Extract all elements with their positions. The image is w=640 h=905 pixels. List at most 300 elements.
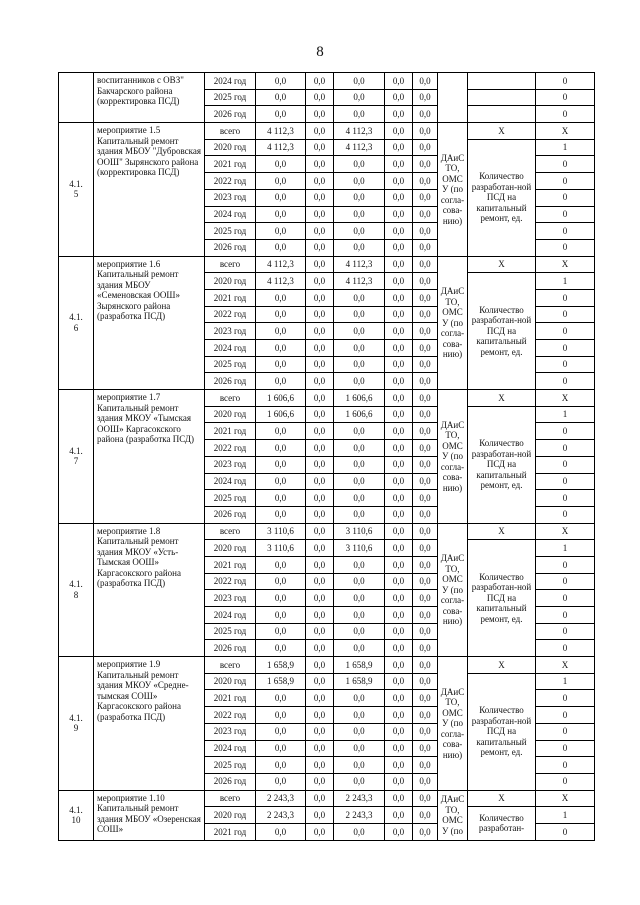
- total-cell: 2 243,3: [256, 807, 306, 824]
- local-budget-cell: 0,0: [385, 289, 413, 306]
- federal-budget-cell: 0,0: [306, 573, 334, 590]
- regional-budget-cell: 0,0: [334, 173, 385, 190]
- federal-budget-cell: 0,0: [306, 73, 334, 90]
- regional-budget-cell: 0,0: [334, 723, 385, 740]
- local-budget-cell: 0,0: [385, 823, 413, 840]
- total-cell: 0,0: [256, 206, 306, 223]
- total-cell: 0,0: [256, 456, 306, 473]
- federal-budget-cell: 0,0: [306, 456, 334, 473]
- year-cell: 2024 год: [205, 607, 256, 624]
- federal-budget-cell: 0,0: [306, 306, 334, 323]
- measure-name: мероприятие 1.10 Капитальный ремонт здания МБОУ «Озеренская СОШ»: [94, 790, 205, 840]
- local-budget-cell: 0,0: [385, 390, 413, 407]
- indicator-value-cell: 0: [536, 173, 595, 190]
- indicator-value-cell: 0: [536, 823, 595, 840]
- indicator-header-cell: X: [468, 523, 536, 540]
- regional-budget-cell: 0,0: [334, 323, 385, 340]
- local-budget-cell: 0,0: [385, 773, 413, 790]
- regional-budget-cell: 0,0: [334, 289, 385, 306]
- extra-budget-cell: 0,0: [413, 540, 438, 557]
- regional-budget-cell: 0,0: [334, 490, 385, 507]
- indicator-value-cell: 1: [536, 540, 595, 557]
- extra-budget-cell: 0,0: [413, 707, 438, 724]
- indicator-value-cell: 1: [536, 807, 595, 824]
- year-cell: 2020 год: [205, 406, 256, 423]
- federal-budget-cell: 0,0: [306, 173, 334, 190]
- measure-number: 4.1. 10: [59, 790, 94, 840]
- measure-name: мероприятие 1.8 Капитальный ремонт здания МКОУ «Усть-Тымская ООШ» Каргасокского района (разработка ПСД): [94, 523, 205, 657]
- extra-budget-cell: 0,0: [413, 323, 438, 340]
- extra-budget-cell: 0,0: [413, 723, 438, 740]
- regional-budget-cell: 4 112,3: [334, 256, 385, 273]
- executor-cell: ДАиС ТО, ОМС У (по согла- сова- нию): [438, 657, 468, 791]
- indicator-value-cell: 0: [536, 623, 595, 640]
- extra-budget-cell: 0,0: [413, 273, 438, 290]
- federal-budget-cell: 0,0: [306, 506, 334, 523]
- regional-budget-cell: 0,0: [334, 556, 385, 573]
- indicator-value-cell: 1: [536, 406, 595, 423]
- year-cell: 2025 год: [205, 356, 256, 373]
- federal-budget-cell: 0,0: [306, 790, 334, 807]
- year-cell: 2020 год: [205, 273, 256, 290]
- indicator-name: Количество разработан-ной ПСД на капитальный ремонт, ед.: [468, 406, 536, 523]
- local-budget-cell: 0,0: [385, 506, 413, 523]
- year-cell: всего: [205, 390, 256, 407]
- local-budget-cell: 0,0: [385, 156, 413, 173]
- year-cell: 2026 год: [205, 640, 256, 657]
- total-cell: 0,0: [256, 640, 306, 657]
- indicator-value-cell: 0: [536, 607, 595, 624]
- indicator-value-cell: X: [536, 657, 595, 674]
- total-cell: 0,0: [256, 440, 306, 457]
- table-row: [59, 657, 595, 674]
- extra-budget-cell: 0,0: [413, 390, 438, 407]
- local-budget-cell: 0,0: [385, 256, 413, 273]
- total-cell: 0,0: [256, 506, 306, 523]
- local-budget-cell: 0,0: [385, 73, 413, 90]
- year-cell: 2022 год: [205, 306, 256, 323]
- indicator-value-cell: 0: [536, 440, 595, 457]
- indicator-value-cell: 0: [536, 373, 595, 390]
- total-cell: 4 112,3: [256, 256, 306, 273]
- year-cell: 2022 год: [205, 707, 256, 724]
- indicator-value-cell: 0: [536, 773, 595, 790]
- extra-budget-cell: 0,0: [413, 573, 438, 590]
- year-cell: 2026 год: [205, 773, 256, 790]
- year-cell: 2025 год: [205, 223, 256, 240]
- extra-budget-cell: 0,0: [413, 340, 438, 357]
- indicator-value-cell: 0: [536, 73, 595, 90]
- indicator-value-cell: 0: [536, 740, 595, 757]
- indicator-value-cell: 0: [536, 323, 595, 340]
- extra-budget-cell: 0,0: [413, 640, 438, 657]
- local-budget-cell: 0,0: [385, 757, 413, 774]
- local-budget-cell: 0,0: [385, 623, 413, 640]
- year-cell: 2021 год: [205, 690, 256, 707]
- measure-name: мероприятие 1.7 Капитальный ремонт здания МКОУ «Тымская ООШ» Каргасокского района (разработка ПСД): [94, 390, 205, 524]
- total-cell: 0,0: [256, 306, 306, 323]
- federal-budget-cell: 0,0: [306, 139, 334, 156]
- local-budget-cell: 0,0: [385, 306, 413, 323]
- federal-budget-cell: 0,0: [306, 657, 334, 674]
- indicator-header-cell: X: [468, 390, 536, 407]
- regional-budget-cell: 0,0: [334, 640, 385, 657]
- federal-budget-cell: 0,0: [306, 356, 334, 373]
- year-cell: всего: [205, 523, 256, 540]
- federal-budget-cell: 0,0: [306, 106, 334, 123]
- indicator-value-cell: 0: [536, 473, 595, 490]
- indicator-value-cell: 0: [536, 356, 595, 373]
- indicator-value-cell: 0: [536, 690, 595, 707]
- local-budget-cell: 0,0: [385, 423, 413, 440]
- total-cell: 0,0: [256, 106, 306, 123]
- indicator-name: Количество разработан-ной ПСД на капитальный ремонт, ед.: [468, 540, 536, 657]
- indicator-value-cell: 0: [536, 340, 595, 357]
- extra-budget-cell: 0,0: [413, 73, 438, 90]
- indicator-value-cell: 0: [536, 206, 595, 223]
- total-cell: 1 658,9: [256, 657, 306, 674]
- indicator-value-cell: 0: [536, 189, 595, 206]
- total-cell: 1 606,6: [256, 406, 306, 423]
- federal-budget-cell: 0,0: [306, 773, 334, 790]
- total-cell: 0,0: [256, 323, 306, 340]
- federal-budget-cell: 0,0: [306, 740, 334, 757]
- year-cell: 2025 год: [205, 490, 256, 507]
- local-budget-cell: 0,0: [385, 456, 413, 473]
- total-cell: 0,0: [256, 289, 306, 306]
- local-budget-cell: 0,0: [385, 556, 413, 573]
- table-row: [59, 390, 595, 407]
- total-cell: 0,0: [256, 156, 306, 173]
- indicator-value-cell: 0: [536, 423, 595, 440]
- extra-budget-cell: 0,0: [413, 256, 438, 273]
- total-cell: 3 110,6: [256, 540, 306, 557]
- local-budget-cell: 0,0: [385, 607, 413, 624]
- total-cell: 0,0: [256, 473, 306, 490]
- total-cell: 0,0: [256, 340, 306, 357]
- total-cell: 0,0: [256, 556, 306, 573]
- extra-budget-cell: 0,0: [413, 89, 438, 106]
- indicator-value-cell: 0: [536, 306, 595, 323]
- year-cell: 2026 год: [205, 106, 256, 123]
- year-cell: 2023 год: [205, 189, 256, 206]
- year-cell: 2024 год: [205, 740, 256, 757]
- regional-budget-cell: 0,0: [334, 156, 385, 173]
- federal-budget-cell: 0,0: [306, 423, 334, 440]
- table-row: [59, 256, 595, 273]
- federal-budget-cell: 0,0: [306, 223, 334, 240]
- total-cell: 2 243,3: [256, 790, 306, 807]
- total-cell: 4 112,3: [256, 273, 306, 290]
- regional-budget-cell: 0,0: [334, 206, 385, 223]
- regional-budget-cell: 4 112,3: [334, 273, 385, 290]
- year-cell: 2025 год: [205, 757, 256, 774]
- extra-budget-cell: 0,0: [413, 406, 438, 423]
- indicator-value-cell: 0: [536, 556, 595, 573]
- local-budget-cell: 0,0: [385, 490, 413, 507]
- federal-budget-cell: 0,0: [306, 156, 334, 173]
- regional-budget-cell: 0,0: [334, 823, 385, 840]
- regional-budget-cell: 0,0: [334, 757, 385, 774]
- regional-budget-cell: 0,0: [334, 740, 385, 757]
- extra-budget-cell: 0,0: [413, 740, 438, 757]
- indicator-value-cell: 0: [536, 456, 595, 473]
- extra-budget-cell: 0,0: [413, 189, 438, 206]
- indicator-unit-cell: [468, 89, 536, 106]
- year-cell: 2024 год: [205, 206, 256, 223]
- total-cell: 4 112,3: [256, 123, 306, 140]
- regional-budget-cell: 0,0: [334, 89, 385, 106]
- total-cell: 0,0: [256, 373, 306, 390]
- regional-budget-cell: 0,0: [334, 623, 385, 640]
- page-number: 8: [316, 44, 324, 60]
- year-cell: 2024 год: [205, 473, 256, 490]
- local-budget-cell: 0,0: [385, 590, 413, 607]
- indicator-value-cell: 0: [536, 723, 595, 740]
- extra-budget-cell: 0,0: [413, 173, 438, 190]
- extra-budget-cell: 0,0: [413, 289, 438, 306]
- total-cell: 0,0: [256, 573, 306, 590]
- year-cell: 2022 год: [205, 173, 256, 190]
- federal-budget-cell: 0,0: [306, 590, 334, 607]
- federal-budget-cell: 0,0: [306, 707, 334, 724]
- year-cell: всего: [205, 790, 256, 807]
- regional-budget-cell: 0,0: [334, 440, 385, 457]
- year-cell: 2020 год: [205, 673, 256, 690]
- total-cell: 4 112,3: [256, 139, 306, 156]
- extra-budget-cell: 0,0: [413, 306, 438, 323]
- year-cell: 2022 год: [205, 440, 256, 457]
- local-budget-cell: 0,0: [385, 89, 413, 106]
- indicator-value-cell: 0: [536, 757, 595, 774]
- federal-budget-cell: 0,0: [306, 239, 334, 256]
- extra-budget-cell: 0,0: [413, 206, 438, 223]
- year-cell: всего: [205, 256, 256, 273]
- extra-budget-cell: 0,0: [413, 523, 438, 540]
- indicator-value-cell: 1: [536, 139, 595, 156]
- local-budget-cell: 0,0: [385, 239, 413, 256]
- indicator-unit-cell: [468, 106, 536, 123]
- local-budget-cell: 0,0: [385, 540, 413, 557]
- year-cell: 2023 год: [205, 590, 256, 607]
- indicator-value-cell: 0: [536, 490, 595, 507]
- total-cell: 0,0: [256, 189, 306, 206]
- federal-budget-cell: 0,0: [306, 390, 334, 407]
- extra-budget-cell: 0,0: [413, 356, 438, 373]
- federal-budget-cell: 0,0: [306, 823, 334, 840]
- indicator-value-cell: 0: [536, 289, 595, 306]
- indicator-header-cell: X: [468, 790, 536, 807]
- federal-budget-cell: 0,0: [306, 340, 334, 357]
- executor-cell: ДАиС ТО, ОМС У (по согла- сова- нию): [438, 390, 468, 524]
- federal-budget-cell: 0,0: [306, 89, 334, 106]
- indicator-value-cell: X: [536, 523, 595, 540]
- indicator-header-cell: X: [468, 123, 536, 140]
- indicator-name: Количество разработан-: [468, 807, 536, 840]
- federal-budget-cell: 0,0: [306, 523, 334, 540]
- measure-number: 4.1. 5: [59, 123, 94, 257]
- federal-budget-cell: 0,0: [306, 123, 334, 140]
- indicator-header-cell: X: [468, 256, 536, 273]
- measure-number: 4.1. 6: [59, 256, 94, 390]
- federal-budget-cell: 0,0: [306, 273, 334, 290]
- indicator-value-cell: 0: [536, 640, 595, 657]
- extra-budget-cell: 0,0: [413, 773, 438, 790]
- extra-budget-cell: 0,0: [413, 239, 438, 256]
- indicator-value-cell: 0: [536, 223, 595, 240]
- extra-budget-cell: 0,0: [413, 106, 438, 123]
- federal-budget-cell: 0,0: [306, 473, 334, 490]
- regional-budget-cell: 0,0: [334, 707, 385, 724]
- indicator-value-cell: 0: [536, 106, 595, 123]
- indicator-value-cell: 0: [536, 590, 595, 607]
- federal-budget-cell: 0,0: [306, 206, 334, 223]
- executor-cell: ДАиС ТО, ОМС У (по согла- сова- нию): [438, 256, 468, 390]
- measure-number: 4.1. 7: [59, 390, 94, 524]
- regional-budget-cell: 0,0: [334, 373, 385, 390]
- total-cell: 0,0: [256, 89, 306, 106]
- measure-number: [59, 73, 94, 123]
- extra-budget-cell: 0,0: [413, 456, 438, 473]
- extra-budget-cell: 0,0: [413, 607, 438, 624]
- total-cell: 0,0: [256, 607, 306, 624]
- federal-budget-cell: 0,0: [306, 607, 334, 624]
- total-cell: 0,0: [256, 173, 306, 190]
- total-cell: 0,0: [256, 239, 306, 256]
- year-cell: 2026 год: [205, 373, 256, 390]
- total-cell: 0,0: [256, 490, 306, 507]
- local-budget-cell: 0,0: [385, 723, 413, 740]
- year-cell: 2021 год: [205, 423, 256, 440]
- regional-budget-cell: 2 243,3: [334, 790, 385, 807]
- year-cell: 2025 год: [205, 89, 256, 106]
- indicator-name: Количество разработан-ной ПСД на капитальный ремонт, ед.: [468, 139, 536, 256]
- indicator-value-cell: 0: [536, 573, 595, 590]
- local-budget-cell: 0,0: [385, 440, 413, 457]
- local-budget-cell: 0,0: [385, 106, 413, 123]
- executor-cell: ДАиС ТО, ОМС У (по согла- сова- нию): [438, 523, 468, 657]
- indicator-value-cell: 1: [536, 673, 595, 690]
- regional-budget-cell: 4 112,3: [334, 139, 385, 156]
- regional-budget-cell: 0,0: [334, 340, 385, 357]
- regional-budget-cell: 0,0: [334, 189, 385, 206]
- extra-budget-cell: 0,0: [413, 506, 438, 523]
- indicator-header-cell: X: [468, 657, 536, 674]
- local-budget-cell: 0,0: [385, 373, 413, 390]
- indicator-unit-cell: [468, 73, 536, 90]
- regional-budget-cell: 0,0: [334, 590, 385, 607]
- federal-budget-cell: 0,0: [306, 289, 334, 306]
- year-cell: 2024 год: [205, 73, 256, 90]
- regional-budget-cell: 0,0: [334, 306, 385, 323]
- regional-budget-cell: 3 110,6: [334, 540, 385, 557]
- local-budget-cell: 0,0: [385, 123, 413, 140]
- local-budget-cell: 0,0: [385, 673, 413, 690]
- extra-budget-cell: 0,0: [413, 673, 438, 690]
- total-cell: 0,0: [256, 223, 306, 240]
- local-budget-cell: 0,0: [385, 173, 413, 190]
- federal-budget-cell: 0,0: [306, 440, 334, 457]
- regional-budget-cell: 0,0: [334, 356, 385, 373]
- total-cell: 0,0: [256, 757, 306, 774]
- total-cell: 0,0: [256, 423, 306, 440]
- federal-budget-cell: 0,0: [306, 323, 334, 340]
- year-cell: 2021 год: [205, 556, 256, 573]
- local-budget-cell: 0,0: [385, 807, 413, 824]
- indicator-value-cell: 0: [536, 506, 595, 523]
- regional-budget-cell: 0,0: [334, 773, 385, 790]
- table-row: [59, 73, 595, 90]
- extra-budget-cell: 0,0: [413, 223, 438, 240]
- regional-budget-cell: 1 606,6: [334, 406, 385, 423]
- federal-budget-cell: 0,0: [306, 723, 334, 740]
- regional-budget-cell: 3 110,6: [334, 523, 385, 540]
- federal-budget-cell: 0,0: [306, 807, 334, 824]
- extra-budget-cell: 0,0: [413, 807, 438, 824]
- indicator-value-cell: X: [536, 790, 595, 807]
- local-budget-cell: 0,0: [385, 657, 413, 674]
- extra-budget-cell: 0,0: [413, 156, 438, 173]
- program-measures-table: [58, 72, 595, 841]
- total-cell: 0,0: [256, 356, 306, 373]
- extra-budget-cell: 0,0: [413, 757, 438, 774]
- extra-budget-cell: 0,0: [413, 590, 438, 607]
- total-cell: 1 606,6: [256, 390, 306, 407]
- regional-budget-cell: 0,0: [334, 73, 385, 90]
- local-budget-cell: 0,0: [385, 523, 413, 540]
- extra-budget-cell: 0,0: [413, 139, 438, 156]
- total-cell: 0,0: [256, 73, 306, 90]
- extra-budget-cell: 0,0: [413, 556, 438, 573]
- federal-budget-cell: 0,0: [306, 490, 334, 507]
- regional-budget-cell: 0,0: [334, 456, 385, 473]
- total-cell: 0,0: [256, 623, 306, 640]
- regional-budget-cell: 0,0: [334, 473, 385, 490]
- indicator-value-cell: 1: [536, 273, 595, 290]
- executor-cell: ДАиС ТО, ОМС У (по: [438, 790, 468, 840]
- year-cell: 2021 год: [205, 156, 256, 173]
- measure-name: мероприятие 1.6 Капитальный ремонт здания МБОУ «Семеновская ООШ» Зырянского района (разработка ПСД): [94, 256, 205, 390]
- extra-budget-cell: 0,0: [413, 123, 438, 140]
- year-cell: 2020 год: [205, 807, 256, 824]
- local-budget-cell: 0,0: [385, 790, 413, 807]
- regional-budget-cell: 0,0: [334, 239, 385, 256]
- extra-budget-cell: 0,0: [413, 423, 438, 440]
- indicator-value-cell: X: [536, 256, 595, 273]
- year-cell: 2021 год: [205, 823, 256, 840]
- local-budget-cell: 0,0: [385, 223, 413, 240]
- regional-budget-cell: 0,0: [334, 573, 385, 590]
- local-budget-cell: 0,0: [385, 740, 413, 757]
- extra-budget-cell: 0,0: [413, 823, 438, 840]
- federal-budget-cell: 0,0: [306, 189, 334, 206]
- total-cell: 1 658,9: [256, 673, 306, 690]
- measure-name: воспитанников с ОВЗ" Бакчарского района (корректировка ПСД): [94, 73, 205, 123]
- local-budget-cell: 0,0: [385, 640, 413, 657]
- regional-budget-cell: 0,0: [334, 106, 385, 123]
- regional-budget-cell: 1 658,9: [334, 673, 385, 690]
- table-row: [59, 523, 595, 540]
- indicator-value-cell: X: [536, 390, 595, 407]
- local-budget-cell: 0,0: [385, 273, 413, 290]
- indicator-value-cell: 0: [536, 239, 595, 256]
- extra-budget-cell: 0,0: [413, 790, 438, 807]
- local-budget-cell: 0,0: [385, 473, 413, 490]
- total-cell: 0,0: [256, 773, 306, 790]
- year-cell: 2023 год: [205, 723, 256, 740]
- federal-budget-cell: 0,0: [306, 623, 334, 640]
- local-budget-cell: 0,0: [385, 323, 413, 340]
